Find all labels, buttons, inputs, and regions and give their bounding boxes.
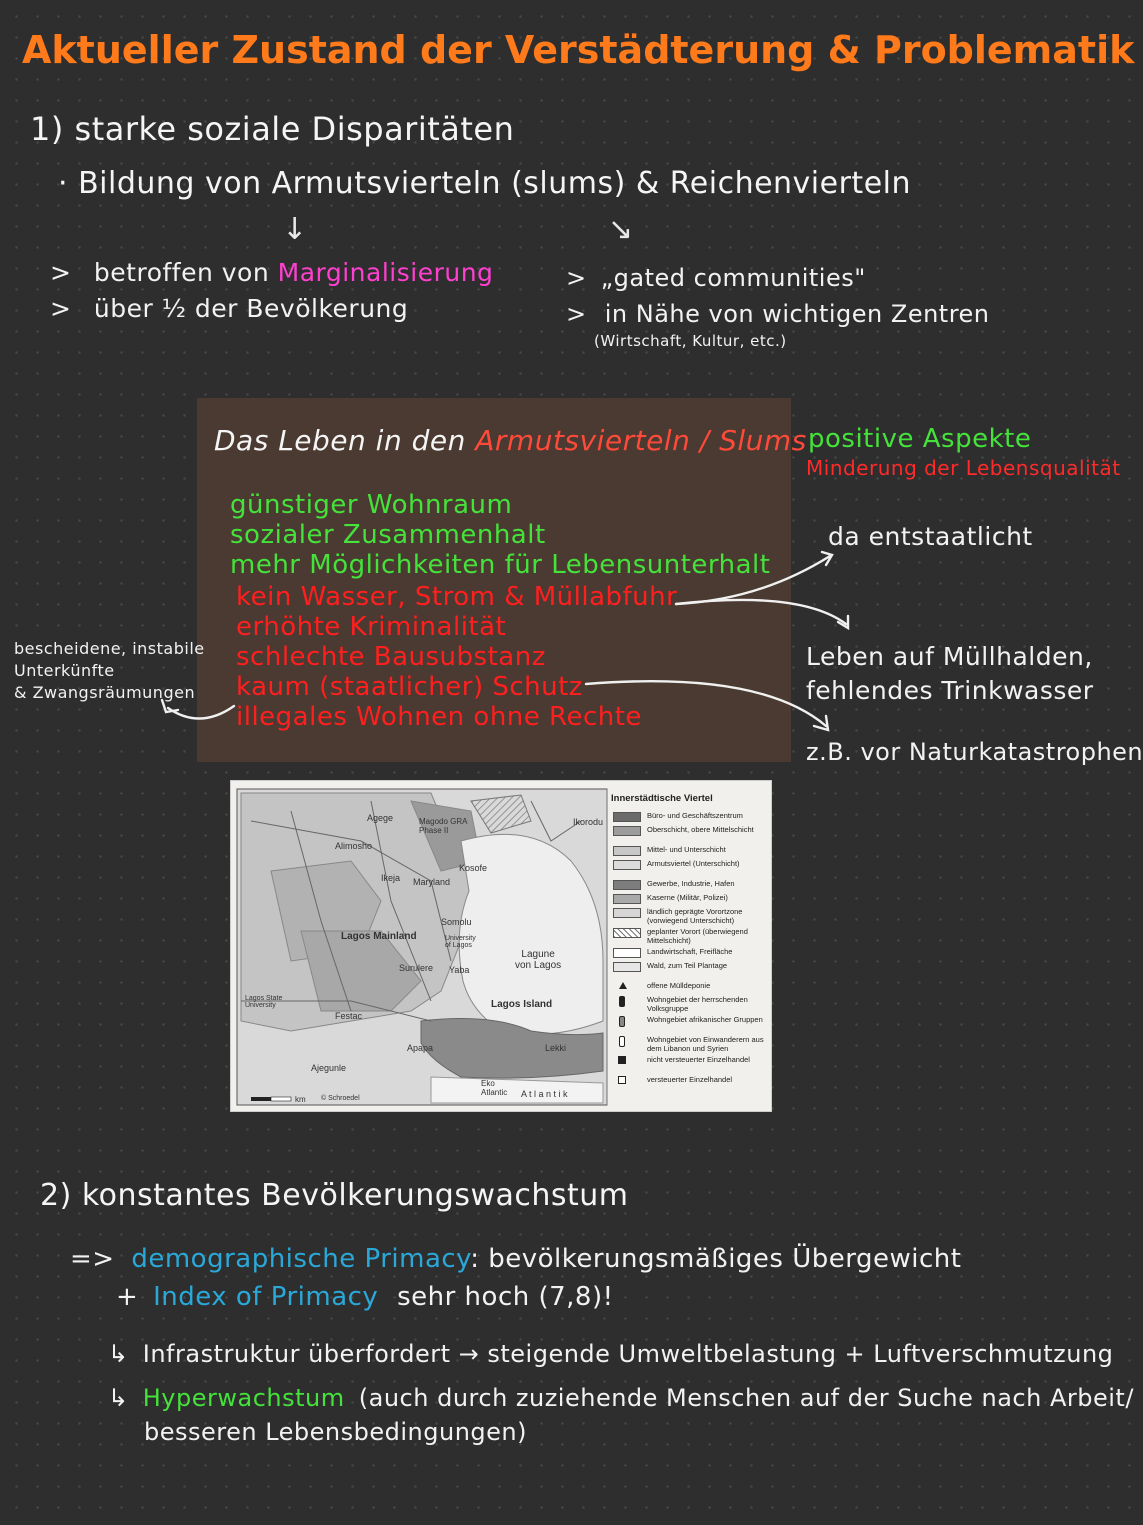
item-text: betroffen von: [93, 258, 278, 287]
positive-item: mehr Möglichkeiten für Lebensunterhalt: [230, 550, 771, 580]
item-prefix: >: [50, 258, 72, 287]
section2-line5: besseren Lebensbedingungen): [144, 1418, 527, 1446]
highlight-primacy: demographische Primacy: [131, 1244, 471, 1274]
legend-swatch: [613, 846, 641, 856]
map-label-alimosho: Alimosho: [335, 841, 373, 851]
section2-line1: [70, 1244, 961, 1274]
legend-label: Landwirtschaft, Freifläche: [647, 947, 733, 956]
map-legend-heading: Innerstädtische Viertel: [611, 793, 713, 804]
item-prefix: >: [566, 300, 587, 328]
map-label-festac: Festac: [335, 1011, 363, 1021]
legend-label: Büro- und Geschäftszentrum: [647, 811, 743, 820]
legend-label: Wald, zum Teil Plantage: [647, 961, 728, 970]
return-arrow-icon: ↳: [108, 1340, 129, 1368]
map-label-island: Lagos Island: [491, 999, 553, 1010]
down-right-arrow-icon: ↘: [608, 212, 634, 247]
map-label-yaba: Yaba: [449, 965, 470, 975]
arrow-to-entstaatlicht: [676, 556, 830, 604]
legend-label: Wohngebiet von Einwanderern aus dem Libanon und Syrien: [647, 1035, 764, 1053]
map-label-eko-atlantic: Eko Atlantic: [481, 1079, 508, 1097]
section2-heading: 2) konstantes Bevölkerungswachstum: [40, 1178, 629, 1213]
legend-label: offene Mülldeponie: [647, 981, 711, 990]
legend-label: Wohngebiet der herrschenden Volksgruppe: [647, 995, 748, 1013]
lagos-map: [230, 780, 772, 1112]
highlight-marginalisierung: Marginalisierung: [277, 258, 494, 287]
section2-line3: [108, 1340, 1113, 1368]
annotation-line: Leben auf Müllhalden,: [806, 642, 1093, 671]
map-label-ajegunle: Ajegunle: [311, 1063, 347, 1073]
map-label-agege: Agege: [367, 813, 394, 823]
title-highlight: Armutsvierteln / Slums: [475, 424, 807, 457]
legend-negative: Minderung der Lebensqualität: [806, 456, 1121, 480]
annotation-line: fehlendes Trinkwasser: [806, 676, 1094, 705]
arrow-to-left-note: [168, 706, 234, 719]
legend-swatch: [618, 1076, 626, 1084]
map-label-lagoon: Lagune von Lagos: [515, 949, 562, 971]
legend-label: ländlich geprägte Vorortzone (vorwiegend Unterschicht): [647, 907, 743, 925]
legend-swatch: [619, 1036, 625, 1047]
legend-positive: positive Aspekte: [808, 424, 1032, 454]
item-prefix: >: [566, 264, 587, 292]
annotation-line: & Zwangsräumungen: [14, 683, 196, 702]
map-label-km: km: [295, 1095, 306, 1104]
map-label-ikorodu: Ikorodu: [573, 817, 604, 827]
legend-label: Oberschicht, obere Mittelschicht: [647, 825, 754, 834]
positive-item: günstiger Wohnraum: [230, 490, 513, 520]
legend-label: versteuerter Einzelhandel: [647, 1075, 733, 1084]
legend-swatch: [619, 1016, 625, 1027]
legend-label: Mittel- und Unterschicht: [647, 845, 726, 854]
legend-swatch: [619, 982, 627, 989]
annotation-line: Unterkünfte: [14, 661, 115, 680]
legend-label: nicht versteuerter Einzelhandel: [647, 1055, 750, 1064]
map-label-ikeja: Ikeja: [381, 873, 401, 883]
legend-swatch: [613, 928, 641, 938]
line-text: sehr hoch (7,8)!: [397, 1282, 614, 1312]
legend-swatch: [618, 1056, 626, 1064]
line-text: Infrastruktur überfordert → steigende Umweltbelastung + Luftverschmutzung: [142, 1340, 1114, 1368]
negative-item: kein Wasser, Strom & Müllabfuhr: [236, 582, 678, 612]
legend-swatch: [613, 948, 641, 958]
page-title: Aktueller Zustand der Verstädterung & Problematik: [22, 28, 1135, 72]
plus-icon: +: [116, 1282, 139, 1312]
legend-swatch: [613, 826, 641, 836]
arrowhead-icon: [162, 700, 178, 712]
legend-swatch: [619, 996, 625, 1007]
map-copyright: © Schroedel: [321, 1095, 360, 1102]
legend-swatch: [613, 860, 641, 870]
legend-label: geplanter Vorort (überwiegend Mittelschicht): [647, 927, 748, 945]
map-label-surulere: Surulere: [399, 963, 434, 973]
legend-label: Wohngebiet afrikanischer Gruppen: [647, 1015, 763, 1024]
legend-swatch: [613, 880, 641, 890]
item-text: über ½ der Bevölkerung: [93, 294, 409, 323]
map-label-apapa: Apapa: [407, 1043, 434, 1053]
map-label-lasu: Lagos State University: [245, 995, 283, 1009]
item-text: in Nähe von wichtigen Zentren: [604, 300, 990, 328]
highlight-hyperwachstum: Hyperwachstum: [142, 1384, 345, 1412]
section2-line2: [116, 1282, 614, 1312]
map-label-maryland: Maryland: [413, 877, 451, 887]
section1-heading: 1) starke soziale Disparitäten: [30, 110, 515, 148]
arrow-to-muellhalden: [676, 600, 846, 624]
map-label-somolu: Somolu: [441, 917, 472, 927]
arrow-icon: =>: [70, 1244, 115, 1274]
positive-item: sozialer Zusammenhalt: [230, 520, 546, 550]
return-arrow-icon: ↳: [108, 1384, 129, 1412]
right-note: (Wirtschaft, Kultur, etc.): [594, 332, 787, 350]
negative-item: schlechte Bausubstanz: [236, 642, 546, 672]
legend-swatch: [613, 908, 641, 918]
item-prefix: >: [50, 294, 72, 323]
item-text: „gated communities": [600, 264, 866, 292]
down-arrow-icon: ↓: [282, 212, 308, 247]
title-prefix: Das Leben in den: [214, 424, 476, 457]
legend-label: Gewerbe, Industrie, Hafen: [647, 879, 735, 888]
annotation-entstaatlicht: da entstaatlicht: [828, 522, 1033, 551]
map-label-atlantic: A t l a n t i k: [521, 1089, 568, 1099]
legend-label: Armutsviertel (Unterschicht): [647, 859, 740, 868]
line-text: : bevölkerungsmäßiges Übergewicht: [470, 1244, 962, 1274]
annotation-line: bescheidene, instabile: [14, 639, 205, 658]
section1-bullet: · Bildung von Armutsvierteln (slums) & Reichenvierteln: [58, 166, 911, 201]
map-label-lekki: Lekki: [545, 1043, 567, 1053]
negative-item: illegales Wohnen ohne Rechte: [236, 702, 642, 732]
highlight-index: Index of Primacy: [153, 1282, 379, 1312]
map-label-university: University of Lagos: [445, 935, 476, 949]
arrow-to-naturkatastrophen: [586, 681, 826, 726]
connector-arrows: [0, 0, 1080, 780]
legend-swatch: [613, 962, 641, 972]
negative-item: erhöhte Kriminalität: [236, 612, 507, 642]
annotation-naturkatastrophen: z.B. vor Naturkatastrophen: [806, 738, 1143, 766]
line-text: (auch durch zuziehende Menschen auf der Suche nach Arbeit/: [358, 1384, 1134, 1412]
section2-line4: [108, 1384, 1134, 1412]
map-label-mainland: Lagos Mainland: [341, 931, 417, 942]
map-label-magodo: Magodo GRA Phase II: [419, 817, 468, 835]
legend-swatch: [613, 894, 641, 904]
legend-label: Kaserne (Militär, Polizei): [647, 893, 728, 902]
map-label-kosofe: Kosofe: [459, 863, 488, 873]
legend-swatch: [613, 812, 641, 822]
negative-item: kaum (staatlicher) Schutz: [236, 672, 583, 702]
